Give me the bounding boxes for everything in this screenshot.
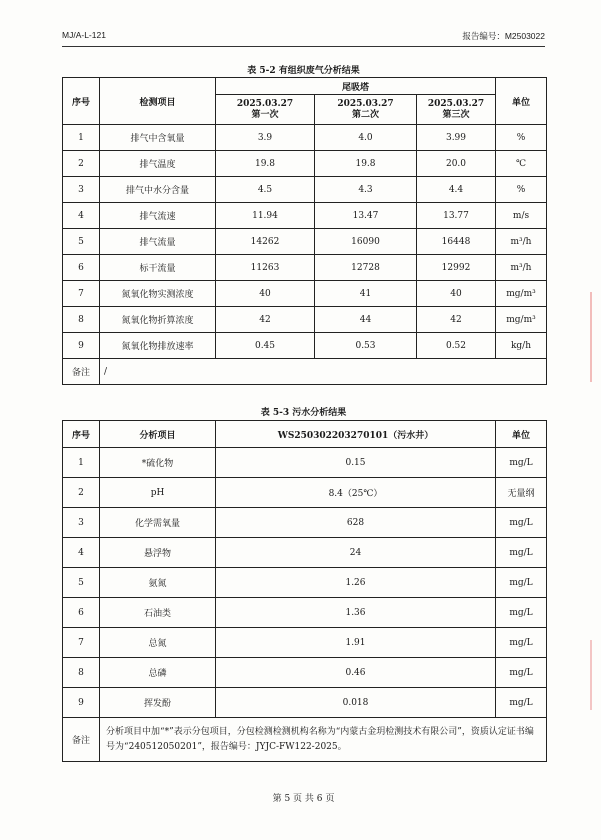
exhaust-gas-table bbox=[62, 77, 547, 385]
unit-cell: mg/L bbox=[496, 688, 547, 718]
table-row bbox=[63, 508, 547, 538]
col-item-header: 分析项目 bbox=[100, 421, 216, 448]
value-cell: 4.5 bbox=[216, 177, 315, 203]
table-row bbox=[63, 598, 547, 628]
value-cell: 628 bbox=[216, 508, 496, 538]
row-no: 5 bbox=[63, 229, 100, 255]
value-cell: 0.45 bbox=[216, 333, 315, 359]
table-row bbox=[63, 628, 547, 658]
row-item: 排气中水分含量 bbox=[100, 177, 216, 203]
value-cell: 1.26 bbox=[216, 568, 496, 598]
row-no: 3 bbox=[63, 177, 100, 203]
row-no: 1 bbox=[63, 448, 100, 478]
table2-caption: 表 5-3 污水分析结果 bbox=[260, 408, 347, 418]
unit-cell: 无量纲 bbox=[496, 478, 547, 508]
value-cell: 0.018 bbox=[216, 688, 496, 718]
unit-cell: mg/L bbox=[496, 568, 547, 598]
page-header bbox=[62, 30, 545, 44]
row-no: 8 bbox=[63, 307, 100, 333]
row-item: 氨氮 bbox=[100, 568, 216, 598]
unit-cell: mg/L bbox=[496, 658, 547, 688]
unit-cell: m³/h bbox=[496, 229, 547, 255]
row-no: 4 bbox=[63, 538, 100, 568]
row-no: 9 bbox=[63, 688, 100, 718]
value-cell: 41 bbox=[315, 281, 417, 307]
row-no: 3 bbox=[63, 508, 100, 538]
document-code: MJ/A-L-121 bbox=[62, 30, 106, 40]
value-cell: 44 bbox=[315, 307, 417, 333]
row-no: 6 bbox=[63, 598, 100, 628]
row-item: 排气流速 bbox=[100, 203, 216, 229]
table-row bbox=[63, 568, 547, 598]
row-no: 6 bbox=[63, 255, 100, 281]
row-item: 总磷 bbox=[100, 658, 216, 688]
value-cell: 4.4 bbox=[417, 177, 496, 203]
table-row bbox=[63, 448, 547, 478]
table-row bbox=[63, 177, 547, 203]
unit-cell: kg/h bbox=[496, 333, 547, 359]
table-row bbox=[63, 307, 547, 333]
unit-cell: mg/L bbox=[496, 598, 547, 628]
table-row bbox=[63, 478, 547, 508]
value-cell: 4.3 bbox=[315, 177, 417, 203]
report-number: 报告编号：M2503022 bbox=[462, 31, 545, 41]
table-row bbox=[63, 229, 547, 255]
value-cell: 19.8 bbox=[315, 151, 417, 177]
value-cell: 24 bbox=[216, 538, 496, 568]
value-cell: 12728 bbox=[315, 255, 417, 281]
row-item: pH bbox=[100, 478, 216, 508]
row-item: 石油类 bbox=[100, 598, 216, 628]
value-cell: 40 bbox=[417, 281, 496, 307]
value-cell: 0.15 bbox=[216, 448, 496, 478]
remark-text: 分析项目中加“*”表示分包项目，分包检测检测机构名称为“内蒙古金玥检测技术有限公司”，资质认定证书编号为“240512050201”，报告编号：JYJC-FW122-2025。 bbox=[100, 718, 547, 762]
row-no: 5 bbox=[63, 568, 100, 598]
value-cell: 16090 bbox=[315, 229, 417, 255]
value-cell: 0.52 bbox=[417, 333, 496, 359]
row-item: 排气中含氧量 bbox=[100, 125, 216, 151]
value-cell: 42 bbox=[216, 307, 315, 333]
wastewater-table bbox=[62, 420, 547, 762]
row-item: 标干流量 bbox=[100, 255, 216, 281]
value-cell: 3.99 bbox=[417, 125, 496, 151]
value-cell: 13.77 bbox=[417, 203, 496, 229]
row-item: 氮氧化物排放速率 bbox=[100, 333, 216, 359]
remark-label: 备注 bbox=[63, 359, 100, 385]
value-cell: 3.9 bbox=[216, 125, 315, 151]
value-cell: 11.94 bbox=[216, 203, 315, 229]
col-no-header: 序号 bbox=[63, 78, 100, 125]
value-cell: 0.53 bbox=[315, 333, 417, 359]
value-cell: 4.0 bbox=[315, 125, 417, 151]
seam-stamp bbox=[590, 292, 601, 382]
row-item: 排气温度 bbox=[100, 151, 216, 177]
row-item: 总氮 bbox=[100, 628, 216, 658]
unit-cell: mg/L bbox=[496, 628, 547, 658]
value-cell: 42 bbox=[417, 307, 496, 333]
date-col-header: 2025.03.27 第三次 bbox=[417, 95, 496, 125]
unit-cell: % bbox=[496, 125, 547, 151]
table-row bbox=[63, 255, 547, 281]
row-no: 4 bbox=[63, 203, 100, 229]
table-row bbox=[63, 688, 547, 718]
unit-cell: ℃ bbox=[496, 151, 547, 177]
value-cell: 11263 bbox=[216, 255, 315, 281]
page-number: 第 5 页 共 6 页 bbox=[272, 794, 335, 804]
date-col-header: 2025.03.27 第二次 bbox=[315, 95, 417, 125]
table-row bbox=[63, 333, 547, 359]
row-no: 1 bbox=[63, 125, 100, 151]
table-row bbox=[63, 151, 547, 177]
row-no: 7 bbox=[63, 281, 100, 307]
row-item: *硫化物 bbox=[100, 448, 216, 478]
unit-cell: mg/m³ bbox=[496, 307, 547, 333]
row-no: 9 bbox=[63, 333, 100, 359]
table-row bbox=[63, 281, 547, 307]
value-cell: 12992 bbox=[417, 255, 496, 281]
col-group-header: 尾吸塔 bbox=[216, 78, 496, 95]
unit-cell: mg/L bbox=[496, 538, 547, 568]
row-no: 2 bbox=[63, 151, 100, 177]
table-row bbox=[63, 125, 547, 151]
unit-cell: mg/L bbox=[496, 508, 547, 538]
row-item: 挥发酚 bbox=[100, 688, 216, 718]
col-unit-header: 单位 bbox=[496, 421, 547, 448]
unit-cell: mg/L bbox=[496, 448, 547, 478]
row-item: 排气流量 bbox=[100, 229, 216, 255]
col-no-header: 序号 bbox=[63, 421, 100, 448]
value-cell: 16448 bbox=[417, 229, 496, 255]
row-item: 氮氧化物折算浓度 bbox=[100, 307, 216, 333]
value-cell: 13.47 bbox=[315, 203, 417, 229]
value-cell: 19.8 bbox=[216, 151, 315, 177]
value-cell: 8.4（25℃） bbox=[216, 478, 496, 508]
col-sample-header: WS250302203270101（污水井） bbox=[216, 421, 496, 448]
row-item: 化学需氧量 bbox=[100, 508, 216, 538]
row-item: 悬浮物 bbox=[100, 538, 216, 568]
remark-value: / bbox=[100, 359, 547, 385]
table-row bbox=[63, 658, 547, 688]
remark-label: 备注 bbox=[63, 718, 100, 762]
row-no: 2 bbox=[63, 478, 100, 508]
col-item-header: 检测项目 bbox=[100, 78, 216, 125]
unit-cell: mg/m³ bbox=[496, 281, 547, 307]
value-cell: 40 bbox=[216, 281, 315, 307]
header-divider bbox=[62, 46, 545, 47]
unit-cell: % bbox=[496, 177, 547, 203]
row-item: 氮氧化物实测浓度 bbox=[100, 281, 216, 307]
value-cell: 1.36 bbox=[216, 598, 496, 628]
value-cell: 1.91 bbox=[216, 628, 496, 658]
unit-cell: m³/h bbox=[496, 255, 547, 281]
col-unit-header: 单位 bbox=[496, 78, 547, 125]
seam-stamp bbox=[590, 640, 601, 710]
table-row bbox=[63, 203, 547, 229]
table1-caption: 表 5-2 有组织废气分析结果 bbox=[247, 66, 360, 76]
value-cell: 0.46 bbox=[216, 658, 496, 688]
date-col-header: 2025.03.27 第一次 bbox=[216, 95, 315, 125]
table-row bbox=[63, 538, 547, 568]
value-cell: 20.0 bbox=[417, 151, 496, 177]
row-no: 7 bbox=[63, 628, 100, 658]
value-cell: 14262 bbox=[216, 229, 315, 255]
unit-cell: m/s bbox=[496, 203, 547, 229]
row-no: 8 bbox=[63, 658, 100, 688]
